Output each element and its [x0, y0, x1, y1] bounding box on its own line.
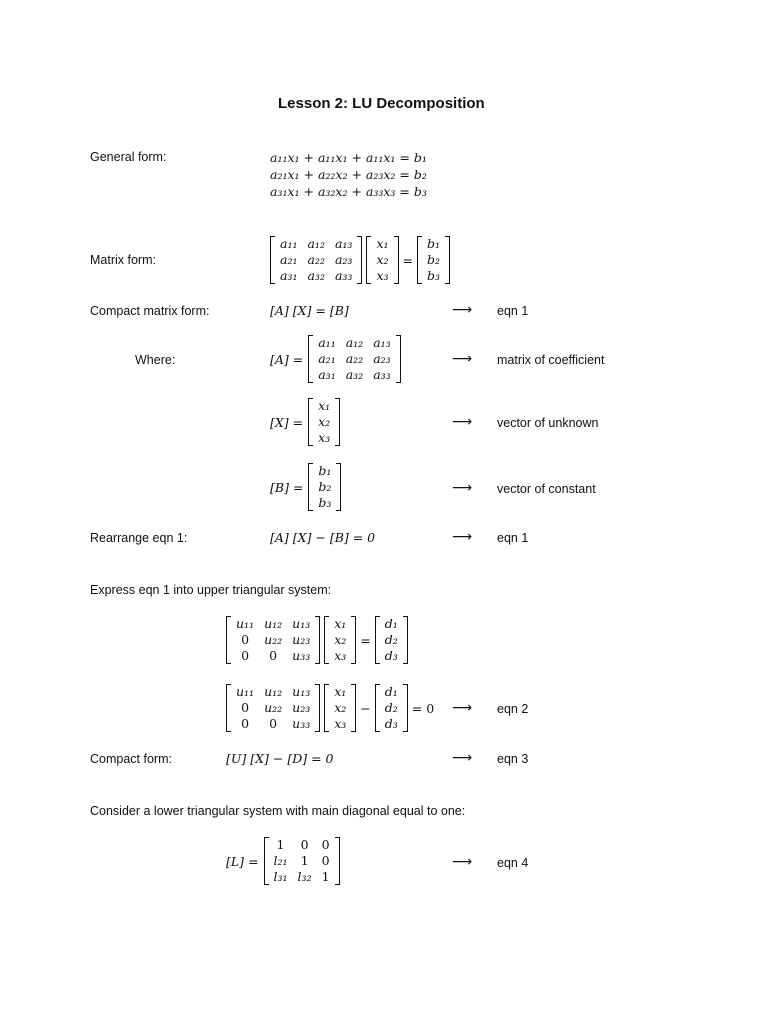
note-eqn4: eqn 4 — [497, 856, 529, 870]
matrix-row — [231, 616, 315, 632]
label-matrix-form: Matrix form: — [90, 253, 156, 267]
B-definition — [270, 463, 341, 511]
general-eq-2: a₂₁x₁ + a₂₂x₂ + a₂₃x₂ = b₂ — [270, 167, 427, 182]
X-definition — [270, 398, 340, 446]
arrow-icon: ⟶ — [452, 414, 473, 430]
matrix-row — [371, 268, 393, 284]
matrix-L-cells — [269, 837, 335, 885]
L-definition — [226, 837, 340, 885]
equals-sign: = — [360, 632, 371, 648]
matrix-cell: u₁₂ — [264, 616, 283, 631]
matrix-X — [324, 684, 356, 732]
matrix-A — [270, 236, 362, 284]
matrix-row — [380, 700, 403, 716]
matrix-cell: u₂₂ — [264, 632, 283, 647]
B-lhs: [B] = — [270, 479, 304, 495]
label-general-form: General form: — [90, 150, 167, 164]
matrix-row — [329, 716, 351, 732]
note-matrix-of-coefficient: matrix of coefficient — [497, 353, 605, 367]
matrix-cell: d₁ — [384, 616, 398, 631]
right-bracket — [445, 236, 450, 284]
matrix-cell: x₃ — [334, 716, 347, 731]
matrix-X — [324, 616, 356, 664]
matrix-cell: b₁ — [318, 463, 332, 478]
matrix-row — [231, 684, 315, 700]
matrix-B — [417, 236, 450, 284]
matrix-row — [313, 335, 395, 351]
matrix-U-cells — [231, 684, 315, 732]
matrix-B — [308, 463, 341, 511]
matrix-cell: 1 — [276, 837, 285, 852]
page-title: Lesson 2: LU Decomposition — [278, 95, 485, 112]
matrix-U — [226, 684, 320, 732]
A-lhs: [A] = — [270, 351, 304, 367]
matrix-cell: x₂ — [376, 252, 389, 267]
matrix-D — [375, 684, 408, 732]
upper-system-zero-equation — [226, 684, 438, 732]
matrix-cell: a₁₃ — [334, 236, 353, 251]
matrix-cell: u₃₃ — [292, 648, 311, 663]
matrix-cell: a₂₂ — [307, 252, 325, 267]
matrix-cell: b₃ — [427, 268, 441, 283]
matrix-D-cells — [380, 616, 403, 664]
matrix-cell: a₃₁ — [318, 367, 336, 382]
matrix-row — [422, 236, 445, 252]
matrix-cell: b₂ — [318, 479, 332, 494]
matrix-row — [275, 236, 357, 252]
A-definition — [270, 335, 401, 383]
matrix-row — [329, 648, 351, 664]
matrix-cell: a₁₁ — [280, 236, 298, 251]
right-bracket — [335, 837, 340, 885]
matrix-row — [380, 716, 403, 732]
matrix-row — [275, 252, 357, 268]
matrix-cell: d₂ — [384, 632, 398, 647]
matrix-row — [313, 414, 335, 430]
matrix-cell: a₁₃ — [373, 335, 391, 350]
matrix-row — [329, 616, 351, 632]
matrix-cell: a₂₂ — [345, 351, 364, 366]
matrix-B-cells — [422, 236, 445, 284]
matrix-cell: 0 — [241, 700, 250, 715]
matrix-row — [371, 236, 393, 252]
matrix-cell: x₃ — [334, 648, 347, 663]
matrix-cell: d₃ — [384, 648, 398, 663]
matrix-A — [308, 335, 400, 383]
note-vector-of-constant: vector of constant — [497, 482, 596, 496]
matrix-cell: a₁₂ — [345, 335, 364, 350]
matrix-cell: 1 — [300, 853, 309, 868]
arrow-icon: ⟶ — [452, 480, 473, 496]
matrix-cell: 0 — [321, 837, 330, 852]
matrix-cell: d₁ — [384, 684, 398, 699]
label-rearrange: Rearrange eqn 1: — [90, 531, 188, 545]
matrix-row — [313, 430, 335, 446]
matrix-cell: d₂ — [384, 700, 398, 715]
matrix-row — [313, 479, 336, 495]
label-express-upper: Express eqn 1 into upper triangular system: — [90, 583, 332, 597]
rearrange-expression: [A] [X] − [B] = 0 — [270, 530, 376, 545]
matrix-cell: u₁₂ — [264, 684, 283, 699]
matrix-cell: 1 — [321, 869, 330, 884]
matrix-cell: a₂₁ — [318, 351, 336, 366]
arrow-icon: ⟶ — [452, 700, 473, 716]
matrix-row — [269, 837, 335, 853]
matrix-cell: a₂₁ — [280, 252, 298, 267]
matrix-cell: 0 — [321, 853, 330, 868]
matrix-cell: b₂ — [427, 252, 441, 267]
matrix-cell: u₁₁ — [236, 616, 255, 631]
matrix-row — [231, 648, 315, 664]
matrix-cell: u₂₃ — [292, 632, 311, 647]
matrix-cell: a₃₃ — [334, 268, 353, 283]
right-bracket — [315, 684, 320, 732]
arrow-icon: ⟶ — [452, 854, 473, 870]
matrix-cell: 0 — [241, 632, 250, 647]
matrix-row — [422, 252, 445, 268]
matrix-row — [231, 716, 315, 732]
matrix-cell: 0 — [269, 716, 278, 731]
matrix-cell: b₃ — [318, 495, 332, 510]
matrix-X — [366, 236, 398, 284]
matrix-cell: u₂₃ — [292, 700, 311, 715]
matrix-cell: 0 — [241, 716, 250, 731]
right-bracket — [335, 398, 340, 446]
matrix-cell: x₁ — [318, 398, 331, 413]
matrix-L — [264, 837, 340, 885]
matrix-cell: x₁ — [376, 236, 389, 251]
matrix-cell: x₃ — [376, 268, 389, 283]
matrix-row — [380, 632, 403, 648]
matrix-cell: x₁ — [334, 616, 347, 631]
matrix-row — [380, 616, 403, 632]
matrix-row — [313, 463, 336, 479]
matrix-cell: a₃₂ — [345, 367, 364, 382]
note-vector-of-unknown: vector of unknown — [497, 416, 599, 430]
matrix-cell: x₃ — [318, 430, 331, 445]
matrix-cell: l₃₂ — [297, 869, 312, 884]
matrix-row — [231, 700, 315, 716]
matrix-U-cells — [231, 616, 315, 664]
matrix-row — [329, 684, 351, 700]
matrix-row — [313, 351, 395, 367]
matrix-cell: 0 — [300, 837, 309, 852]
right-bracket — [315, 616, 320, 664]
label-compact-form: Compact form: — [90, 752, 172, 766]
matrix-cell: a₁₁ — [318, 335, 336, 350]
matrix-cell: x₂ — [334, 700, 347, 715]
matrix-cell: b₁ — [427, 236, 441, 251]
arrow-icon: ⟶ — [452, 302, 473, 318]
matrix-cell: a₃₃ — [373, 367, 391, 382]
matrix-cell: a₃₁ — [280, 268, 298, 283]
matrix-row — [380, 684, 403, 700]
general-form-equations — [270, 149, 427, 200]
matrix-cell: u₂₂ — [264, 700, 283, 715]
matrix-cell: a₂₃ — [373, 351, 391, 366]
matrix-X-cells — [329, 616, 351, 664]
general-eq-3: a₃₁x₁ + a₃₂x₂ + a₃₃x₃ = b₃ — [270, 184, 427, 199]
matrix-X-cells — [371, 236, 393, 284]
matrix-row — [329, 632, 351, 648]
matrix-row — [329, 700, 351, 716]
arrow-icon: ⟶ — [452, 529, 473, 545]
arrow-icon: ⟶ — [452, 750, 473, 766]
compact-form-expression: [U] [X] − [D] = 0 — [226, 751, 334, 766]
matrix-cell: l₃₁ — [273, 869, 288, 884]
matrix-cell: l₂₁ — [273, 853, 288, 868]
note-eqn2: eqn 2 — [497, 702, 529, 716]
matrix-row — [313, 367, 395, 383]
right-bracket — [403, 616, 408, 664]
matrix-cell: u₁₃ — [292, 684, 311, 699]
matrix-cell: d₃ — [384, 716, 398, 731]
L-lhs: [L] = — [226, 853, 259, 869]
note-eqn1: eqn 1 — [497, 304, 529, 318]
matrix-D-cells — [380, 684, 403, 732]
matrix-cell: x₁ — [334, 684, 347, 699]
matrix-form-equation — [270, 236, 450, 284]
matrix-row — [380, 648, 403, 664]
right-bracket — [396, 335, 401, 383]
label-consider-lower: Consider a lower triangular system with main diagonal equal to one: — [90, 804, 466, 818]
matrix-row — [313, 398, 335, 414]
matrix-A-cells — [313, 335, 395, 383]
label-compact-matrix-form: Compact matrix form: — [90, 304, 210, 318]
compact-matrix-expression: [A] [X] = [B] — [270, 303, 349, 318]
matrix-row — [422, 268, 445, 284]
matrix-cell: a₁₂ — [307, 236, 325, 251]
matrix-X — [308, 398, 340, 446]
matrix-row — [231, 632, 315, 648]
matrix-cell: 0 — [241, 648, 250, 663]
matrix-cell: u₃₃ — [292, 716, 311, 731]
right-bracket — [336, 463, 341, 511]
upper-system-equation — [226, 616, 408, 664]
matrix-cell: a₂₃ — [334, 252, 353, 267]
right-bracket — [357, 236, 362, 284]
matrix-D — [375, 616, 408, 664]
minus-sign: − — [360, 700, 371, 716]
equals-zero: = 0 — [411, 700, 435, 716]
matrix-row — [269, 869, 335, 885]
matrix-U — [226, 616, 320, 664]
matrix-X-cells — [313, 398, 335, 446]
equals-sign: = — [402, 252, 413, 268]
matrix-cell: u₁₃ — [292, 616, 311, 631]
matrix-X-cells — [329, 684, 351, 732]
matrix-cell: 0 — [269, 648, 278, 663]
matrix-cell: x₂ — [334, 632, 347, 647]
matrix-row — [275, 268, 357, 284]
X-lhs: [X] = — [270, 414, 304, 430]
matrix-B-cells — [313, 463, 336, 511]
matrix-row — [371, 252, 393, 268]
matrix-cell: a₃₂ — [307, 268, 325, 283]
arrow-icon: ⟶ — [452, 351, 473, 367]
label-where: Where: — [135, 353, 176, 367]
matrix-cell: x₂ — [318, 414, 331, 429]
matrix-row — [313, 495, 336, 511]
note-eqn3: eqn 3 — [497, 752, 529, 766]
matrix-row — [269, 853, 335, 869]
matrix-cell: u₁₁ — [236, 684, 255, 699]
matrix-A-cells — [275, 236, 357, 284]
general-eq-1: a₁₁x₁ + a₁₁x₁ + a₁₁x₁ = b₁ — [270, 150, 427, 165]
note-eqn1-repeat: eqn 1 — [497, 531, 529, 545]
